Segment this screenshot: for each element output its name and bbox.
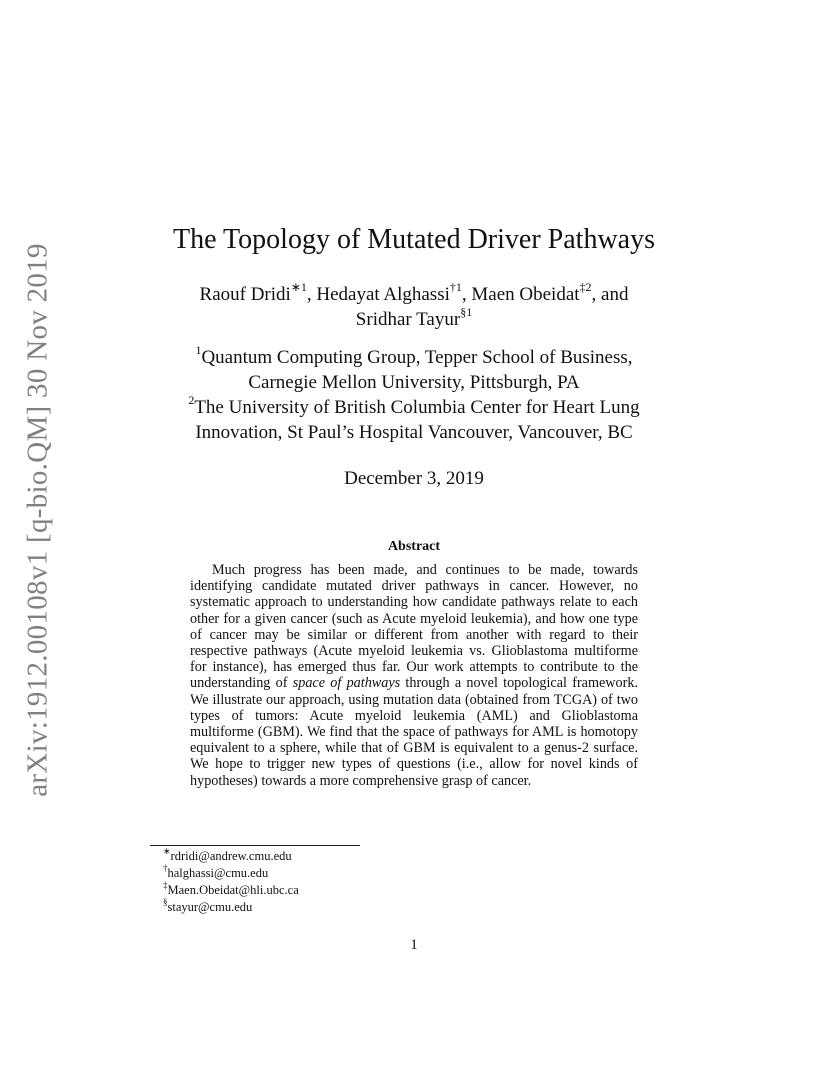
footnote-list: [163, 845, 299, 916]
author-list: [150, 279, 678, 332]
abstract-heading: Abstract: [387, 539, 441, 554]
footnote-mark: †: [163, 862, 168, 873]
author-name: Maen Obeidat: [471, 284, 580, 305]
footnote-email: rdridi@andrew.cmu.edu: [170, 849, 292, 863]
page-number: 1: [410, 937, 418, 953]
author-separator: ,: [591, 284, 597, 305]
publication-date: December 3, 2019: [344, 468, 484, 489]
author-mark: ‡2: [579, 279, 592, 294]
paper-title: The Topology of Mutated Driver Pathways: [173, 224, 655, 255]
author-separator: ,: [306, 284, 312, 305]
footnote-mark: ‡: [163, 879, 168, 890]
footnote-item: [163, 862, 299, 882]
affiliation-line: Innovation, St Paul’s Hospital Vancouver, Vancouver, BC: [195, 422, 633, 443]
footnote-item: [163, 879, 299, 899]
author-name: Sridhar Tayur: [355, 309, 461, 330]
abstract-emphasis: space of pathways: [292, 675, 401, 692]
footnote-divider: [150, 845, 360, 846]
author-mark: ∗1: [290, 279, 307, 294]
author-mark: †1: [449, 279, 462, 294]
affiliation-item: [130, 342, 698, 395]
footnote-mark: ∗: [163, 845, 171, 856]
arxiv-identifier-stamp: arXiv:1912.00108v1 [q-bio.QM] 30 Nov 2019: [21, 243, 54, 797]
author-separator: ,: [461, 284, 467, 305]
author-conjunction: and: [601, 284, 629, 305]
footnote-item: [163, 845, 299, 865]
author-name: Hedayat Alghassi: [316, 284, 450, 305]
abstract-text: through a novel topological framework. We illustrate our approach, using mutation data (obtained from TCGA) of two types of tumors: Acute myeloid leukemia (AML) and Glioblastoma multiforme (GBM). We find that the space of pathways for AML is homotopy equivalent to a sphere, while that of GBM is equivalent to a genus-2 surface. We hope to trigger new types of questions (i.e., allow for novel kinds of hypotheses) towards a more comprehensive grasp of cancer.: [190, 675, 639, 789]
affiliation-line: Quantum Computing Group, Tepper School of Business,: [201, 347, 633, 368]
affiliation-list: [130, 342, 698, 445]
affiliation-line: The University of British Columbia Center for Heart Lung: [194, 397, 640, 418]
affiliation-mark: 2: [188, 392, 195, 407]
affiliation-line: Carnegie Mellon University, Pittsburgh, PA: [248, 372, 580, 393]
affiliation-mark: 1: [195, 342, 202, 357]
abstract-body: [190, 562, 638, 789]
footnote-mark: §: [163, 896, 168, 907]
footnote-email: halghassi@cmu.edu: [167, 866, 269, 880]
footnote-item: [163, 896, 299, 916]
author-mark: §1: [460, 304, 473, 319]
footnote-email: Maen.Obeidat@hli.ubc.ca: [167, 883, 299, 897]
author-name: Raouf Dridi: [199, 284, 291, 305]
affiliation-item: [130, 392, 698, 445]
footnote-email: stayur@cmu.edu: [167, 900, 253, 914]
abstract-text: Much progress has been made, and continues to be made, towards identifying candidate mutated driver pathways in cancer. However, no systematic approach to understanding how candidate pathways relate to each other for a given cancer (such as Acute myeloid leukemia), and how one type of cancer may be similar or different from another with regard to their respective pathways (Acute myeloid leukemia vs. Glioblastoma multiforme for instance), has emerged thus far. Our work attempts to contribute to the understanding of: [190, 562, 638, 692]
